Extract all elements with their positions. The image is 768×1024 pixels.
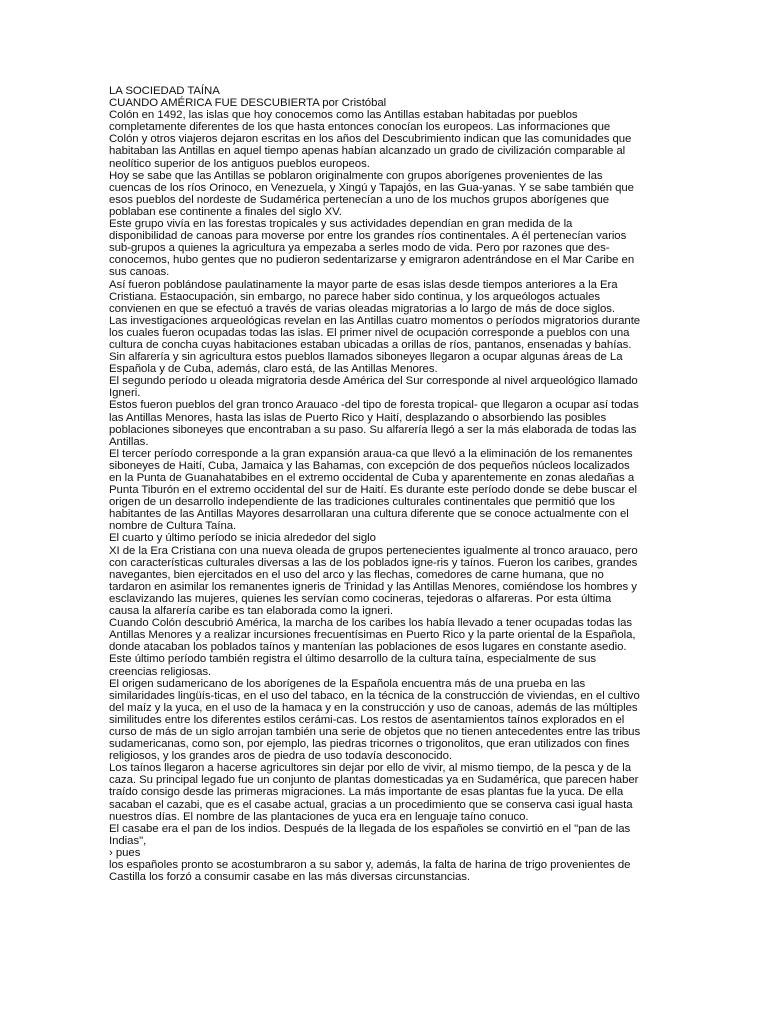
text-line: Estos fueron pueblos del gran tronco Arauaco -del tipo de foresta tropical- que llegaron a ocupar así todas	[109, 399, 639, 412]
text-line: El segundo período u oleada migratoria desde América del Sur corresponde al nivel arqueológico llamado	[109, 375, 638, 388]
text-line: neolítico superior de los antiguos pueblos europeos.	[109, 157, 370, 170]
text-line: causa la alfarería caribe es tan elaborada como la igneri.	[109, 605, 393, 618]
text-line: disponibilidad de canoas para moverse por entre los grandes ríos continentales. A él pertenecían varios	[109, 230, 627, 243]
text-line: Antillas Menores y a realizar incursiones frecuentísimas en Puerto Rico y la parte oriental de la Española,	[109, 629, 636, 642]
text-line: similaridades lingüís-ticas, en el uso del tabaco, en la técnica de la construcción de viviendas, en el cultivo	[109, 689, 640, 702]
text-line: Española y de Cuba, además, claro está, de las Antillas Menores.	[109, 363, 438, 376]
text-line: esclavizando las mujeres, quienes les servían como cocineras, tejedoras o alfareras. Por esta última	[109, 592, 612, 605]
text-line: completamente diferentes de los que hasta entonces conocían los europeos. Las informaciones que	[109, 121, 611, 134]
text-line: sus canoas.	[109, 266, 170, 279]
text-line: siboneyes de Haití, Cuba, Jamaica y las Bahamas, con excepción de dos pequeños núcleos localizados	[109, 459, 630, 472]
text-line: Igneri.	[109, 387, 141, 400]
text-line: navegantes, bien ejercitados en el uso del arco y las flechas, comedores de carne humana, que no	[109, 568, 604, 581]
text-line: con características culturales diversas a las de los poblados igne-ris y taínos. Fueron los caribes, grandes	[109, 556, 638, 569]
text-line: religiosos, y los grandes aros de piedra de uso todavía desconocido.	[109, 750, 452, 763]
text-line: caza. Su principal legado fue un conjunto de plantas domesticadas ya en Sudamérica, que parecen haber	[109, 774, 639, 787]
document-page	[109, 85, 669, 883]
text-line: cultura de concha cuyas habitaciones estaban ubicadas a orillas de ríos, pantanos, ensenadas y bahías.	[109, 338, 632, 351]
text-line: en la Punta de Guanahatabibes en el extremo occidental de Cuba y aparentemente en zonas aledañas a	[109, 472, 635, 484]
text-line: El origen sudamericano de los aborígenes de la Española encuentra más de una prueba en las	[109, 677, 586, 690]
text-line: El tercer período corresponde a la gran expansión araua-ca que llevó a la eliminación de los remanentes	[109, 447, 633, 460]
text-line: Hoy se sabe que las Antillas se poblaron originalmente con grupos aborígenes provenientes de las	[109, 169, 603, 182]
text-line: cuencas de los ríos Orinoco, en Venezuela, y Xingú y Tapajós, en las Gua-yanas. Y se sabe también que	[109, 181, 634, 194]
text-line: los españoles pronto se acostumbraron a su sabor y, además, la falta de harina de trigo provenientes de	[109, 859, 631, 871]
text-line: El cuarto y último período se inicia alrededor del siglo	[109, 532, 376, 545]
text-line: Colón en 1492, las islas que hoy conocemos como las Antillas estaban habitadas por pueblos	[109, 109, 578, 122]
text-line: sub-grupos a quienes la agricultura ya empezaba a serles modo de vida. Pero por razones que des-	[109, 242, 610, 255]
text-line: los cuales fueron ocupadas todas las islas. El primer nivel de ocupación corresponde a pueblos con una	[109, 326, 630, 339]
text-line: convienen en que se efectuó a través de varias oleadas migratorias a lo largo de más de doce siglos.	[109, 302, 615, 315]
text-line: Cristiana. Estaocupación, sin embargo, no parece haber sido continua, y los arqueólogos actuales	[109, 290, 600, 303]
text-line: Las investigaciones arqueológicas revelan en las Antillas cuatro momentos o períodos migratorios durante	[109, 314, 641, 327]
text-line: Castilla los forzó a consumir casabe en las más diversas circunstancias.	[109, 871, 471, 884]
text-line: Sin alfarería y sin agricultura estos pueblos llamados siboneyes llegaron a ocupar algunas áreas de La	[109, 351, 623, 364]
text-line: habitaban las Antillas en aquel tiempo apenas habían alcanzado un grado de civilización comparable al	[109, 145, 626, 158]
text-line: sudamericanas, como son, por ejemplo, las piedras tricornes o trigonolitos, que eran utilizados con fines	[109, 738, 630, 751]
text-line: poblaciones siboneyes que encontraban a su paso. Su alfarería llegó a ser la más elaborada de todas las	[109, 423, 637, 436]
text-line: curso de más de un siglo arrojan también una serie de objetos que no tienen antecedentes entre las tribus	[109, 725, 641, 738]
text-line: Punta Tiburón en el extremo occidental del sur de Haití. Es durante este período donde se debe buscar el	[109, 484, 637, 497]
text-line: Antillas.	[109, 435, 149, 448]
document-title: LA SOCIEDAD TAÍNA	[109, 85, 220, 97]
text-line: origen de un desarrollo independiente de las tradiciones culturales continentales que permitió que los	[109, 496, 615, 509]
text-line: conocemos, hubo gentes que no pudieron sedentarizarse y emigraron adentrándose en el Mar Caribe en	[109, 254, 635, 267]
text-line: Indias",	[109, 834, 147, 847]
text-line: El casabe era el pan de los indios. Después de la llegada de los españoles se convirtió en el "pan de las	[109, 822, 631, 835]
text-line: poblaban ese continente a finales del siglo XV.	[109, 205, 342, 218]
text-line: Colón y otros viajeros dejaron escritas en los años del Descubrimiento indican que las comunidades que	[109, 133, 632, 146]
text-line: del maíz y la yuca, en el uso de la hamaca y en la construcción y uso de canoas, además de las múltiples	[109, 701, 638, 714]
text-line: Este grupo vivía en las forestas tropicales y sus actividades dependían en gran medida de la	[109, 218, 573, 231]
text-line: Los taínos llegaron a hacerse agricultores sin dejar por ello de vivir, al mismo tiempo, de la pesca y de la	[109, 762, 632, 775]
text-line: Cuando Colón descubrió América, la marcha de los caribes los había llevado a tener ocupadas todas las	[109, 617, 633, 630]
text-line: XI de la Era Cristiana con una nueva oleada de grupos pertenecientes igualmente al tronco arauaco, pero	[109, 544, 638, 557]
text-line: creencias religiosas.	[109, 665, 212, 678]
text-line: Así fueron poblándose paulatinamente la mayor parte de esas islas desde tiempos anteriores a la Era	[109, 278, 618, 291]
document-heading: CUANDO AMÉRICA FUE DESCUBIERTA por Cristóbal	[109, 97, 387, 110]
text-line: habitantes de las Antillas Mayores desarrollaran una cultura diferente que se conoce actualmente con el	[109, 508, 629, 521]
text-line: nombre de Cultura Taína.	[109, 520, 237, 533]
text-line: donde atacaban los poblados taínos y mantenían las poblaciones de esos lugares en constante asedio.	[109, 641, 627, 654]
text-line: › pues	[109, 846, 141, 859]
text-line: similitudes entre los diferentes estilos cerámi-cas. Los restos de asentamientos taínos explorados en el	[109, 713, 625, 726]
text-line: nuestros días. El nombre de las plantaciones de yuca era en lenguaje taíno conuco.	[109, 810, 529, 823]
text-line: tardaron en asimilar los remanentes igneris de Trinidad y las Antillas Menores, comiéndose los hombres y	[109, 580, 637, 593]
text-line: traído consigo desde las primeras migraciones. La más importante de esas plantas fue la yuca. De ella	[109, 786, 624, 799]
text-line: sacaban el cazabi, que es el casabe actual, gracias a un procedimiento que se conserva casi igual hasta	[109, 798, 633, 811]
text-line: esos pueblos del nordeste de Sudamérica pertenecían a uno de los muchos grupos aborígenes que	[109, 193, 610, 206]
text-line: Este último período también registra el último desarrollo de la cultura taína, especialmente de sus	[109, 653, 597, 666]
text-line: las Antillas Menores, hasta las islas de Puerto Rico y Haití, desplazando o absorbiendo las posibles	[109, 411, 607, 424]
